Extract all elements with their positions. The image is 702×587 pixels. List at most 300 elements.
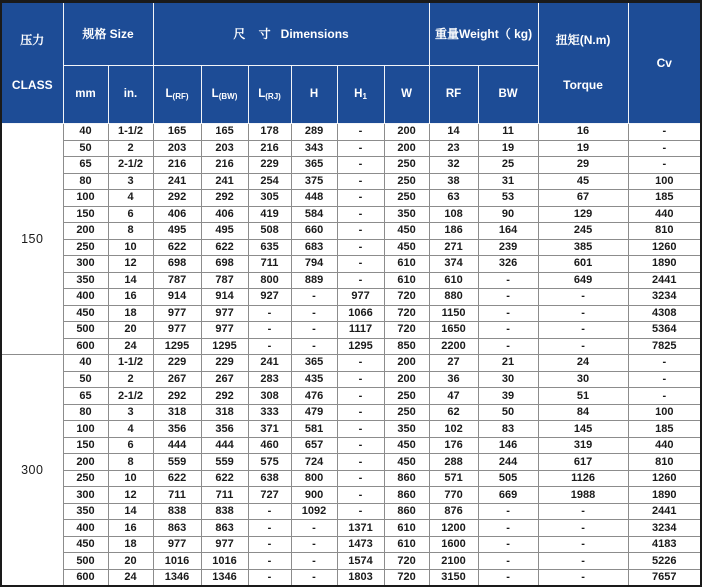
cell: - [628,371,701,388]
cell: 1016 [201,553,248,570]
cell: 62 [429,404,478,421]
cell: 610 [384,272,429,289]
cell: 65 [63,157,108,174]
table-row [1,272,701,289]
cell: 448 [291,190,337,207]
cell: 1890 [628,256,701,273]
cell: 319 [538,437,628,454]
class-label-300: 300 [1,355,63,586]
cell: 203 [153,140,201,157]
cell: 36 [429,371,478,388]
cell: 146 [478,437,538,454]
cell: 308 [248,388,291,405]
cell: - [538,322,628,339]
header-col-bw: BW [478,66,538,124]
cell: - [337,355,384,372]
cell: 559 [201,454,248,471]
cell: - [628,124,701,141]
cell: 65 [63,388,108,405]
cell: - [337,454,384,471]
cell: 250 [384,190,429,207]
cell: 6 [108,437,153,454]
cell: - [538,338,628,355]
cell: - [478,536,538,553]
cell: - [291,289,337,306]
cell: 185 [628,421,701,438]
cell: - [337,124,384,141]
cell: 39 [478,388,538,405]
cell: 7825 [628,338,701,355]
cell: 292 [153,388,201,405]
cell: 1150 [429,305,478,322]
cell: 575 [248,454,291,471]
cell: 794 [291,256,337,273]
cell: 185 [628,190,701,207]
cell: 371 [248,421,291,438]
cell: 770 [429,487,478,504]
cell: 1117 [337,322,384,339]
cell: 800 [291,470,337,487]
cell: 23 [429,140,478,157]
cell: 176 [429,437,478,454]
cell: 16 [108,289,153,306]
cell: 669 [478,487,538,504]
cell: 977 [153,305,201,322]
cell: - [628,140,701,157]
cell: - [291,553,337,570]
cell: 305 [248,190,291,207]
cell: 1200 [429,520,478,537]
header-col-lrf [153,66,201,124]
cell: 289 [291,124,337,141]
cell: 267 [153,371,201,388]
cell: - [248,553,291,570]
cell: - [248,322,291,339]
cell: 698 [153,256,201,273]
cell: 1092 [291,503,337,520]
cell: 6 [108,206,153,223]
dim-sub: 1 [362,92,367,102]
cell: 635 [248,239,291,256]
table-row [1,503,701,520]
cell: 3234 [628,289,701,306]
cell: 622 [201,239,248,256]
cell: - [337,388,384,405]
cell: 977 [201,322,248,339]
cell: 450 [63,536,108,553]
table-row [1,190,701,207]
dim-main: L [165,88,173,101]
cell: 165 [201,124,248,141]
cell: 1260 [628,470,701,487]
torque-en: Torque [563,78,603,92]
cell: 838 [201,503,248,520]
cell: 1346 [153,569,201,586]
cell: 5226 [628,553,701,570]
cell: 350 [63,272,108,289]
cell: 850 [384,338,429,355]
cell: 350 [63,503,108,520]
cell: - [291,338,337,355]
cell: 30 [538,371,628,388]
cell: 838 [153,503,201,520]
cell: 5364 [628,322,701,339]
cell: 1890 [628,487,701,504]
table-row [1,421,701,438]
cell: 450 [384,223,429,240]
cell: 800 [248,272,291,289]
dim-sub: (RJ) [265,92,281,102]
cell: 145 [538,421,628,438]
cell: 10 [108,239,153,256]
cell: 559 [153,454,201,471]
cell: - [337,404,384,421]
cell: 63 [429,190,478,207]
cell: - [538,289,628,306]
cell: 11 [478,124,538,141]
cell: 164 [478,223,538,240]
cell: 292 [201,388,248,405]
dim-sub: (BW) [218,92,238,102]
cell: 810 [628,454,701,471]
cell: - [337,140,384,157]
cell: 21 [478,355,538,372]
cell: 1-1/2 [108,355,153,372]
cell: - [337,239,384,256]
cell: 50 [63,371,108,388]
cell: 38 [429,173,478,190]
cell: 50 [63,140,108,157]
table-body [1,124,701,587]
cell: 365 [291,157,337,174]
cell: 787 [153,272,201,289]
table-row [1,404,701,421]
cell: 860 [384,503,429,520]
cell: - [538,536,628,553]
cell: 657 [291,437,337,454]
cell: 617 [538,454,628,471]
table-row [1,487,701,504]
cell: - [248,520,291,537]
cell: 419 [248,206,291,223]
cell: 914 [201,289,248,306]
table-row [1,157,701,174]
cell: 16 [108,520,153,537]
cell: - [337,190,384,207]
cell: - [478,289,538,306]
cell: 14 [108,272,153,289]
header-col-lrj [248,66,291,124]
cell: 2 [108,140,153,157]
cell: 724 [291,454,337,471]
cell: 24 [108,569,153,586]
cell: 3 [108,404,153,421]
cell: 365 [291,355,337,372]
cell: 720 [384,553,429,570]
cell: 622 [153,239,201,256]
cell: 318 [153,404,201,421]
cell: 216 [153,157,201,174]
cell: - [337,437,384,454]
header-group-row [1,2,701,66]
cell: 3234 [628,520,701,537]
cell: 100 [63,421,108,438]
cell: 440 [628,206,701,223]
cell: - [248,503,291,520]
dim-main: H [309,88,319,101]
header-weight-group: 重量Weight（ kg) [429,2,538,66]
cell: 14 [429,124,478,141]
cell: - [478,503,538,520]
cell: 80 [63,404,108,421]
header-col-lbw [201,66,248,124]
cell: 435 [291,371,337,388]
cell: 67 [538,190,628,207]
table-row [1,305,701,322]
cell: 1988 [538,487,628,504]
cell: - [478,553,538,570]
torque-cn: 扭矩(N.m) [555,33,611,47]
cell: - [337,157,384,174]
cell: - [337,421,384,438]
cell: 30 [478,371,538,388]
table-row [1,569,701,586]
cell: 622 [153,470,201,487]
cell: 254 [248,173,291,190]
cell: 1295 [153,338,201,355]
cell: 495 [153,223,201,240]
table-row [1,454,701,471]
table-header [1,2,701,124]
table-row [1,371,701,388]
dim-main: L [211,88,219,101]
cell: 1-1/2 [108,124,153,141]
cell: 10 [108,470,153,487]
cell: 698 [201,256,248,273]
cell: 450 [384,454,429,471]
cell: 350 [384,421,429,438]
cell: - [291,569,337,586]
cell: - [337,371,384,388]
cell: 863 [153,520,201,537]
cell: 584 [291,206,337,223]
cell: - [538,569,628,586]
cell: 40 [63,124,108,141]
cell: 300 [63,487,108,504]
table-row [1,256,701,273]
table-row [1,470,701,487]
cell: 2441 [628,272,701,289]
cell: 638 [248,470,291,487]
cell: 600 [63,338,108,355]
table-row [1,206,701,223]
cell: 47 [429,388,478,405]
cell: 720 [384,305,429,322]
cell: 2-1/2 [108,157,153,174]
cell: 84 [538,404,628,421]
cell: 250 [63,470,108,487]
cell: 216 [248,140,291,157]
header-cv: Cv [628,2,701,124]
cell: 292 [153,190,201,207]
cell: 720 [384,322,429,339]
cell: 601 [538,256,628,273]
cell: 1371 [337,520,384,537]
cell: 508 [248,223,291,240]
cell: - [538,305,628,322]
cell: - [337,223,384,240]
cell: 108 [429,206,478,223]
header-dimensions-group: 尺 寸 Dimensions [153,2,429,66]
cell: 711 [201,487,248,504]
cell: 2100 [429,553,478,570]
cell: 440 [628,437,701,454]
cell: 200 [63,454,108,471]
cell: 12 [108,487,153,504]
cell: 229 [153,355,201,372]
cell: 727 [248,487,291,504]
cell: 250 [384,157,429,174]
cell: 80 [63,173,108,190]
cell: 90 [478,206,538,223]
cell: - [478,305,538,322]
cell: 720 [384,289,429,306]
cell: 1295 [337,338,384,355]
cell: 356 [153,421,201,438]
cell: - [248,569,291,586]
cell: 600 [63,569,108,586]
cell: 876 [429,503,478,520]
cell: 3150 [429,569,478,586]
table-row [1,520,701,537]
cell: 683 [291,239,337,256]
cell: 8 [108,454,153,471]
cell: - [478,520,538,537]
cell: 102 [429,421,478,438]
cell: 186 [429,223,478,240]
table-row [1,355,701,372]
header-col-mm: mm [63,66,108,124]
cell: - [538,520,628,537]
cell: 271 [429,239,478,256]
cell: 505 [478,470,538,487]
cell: 375 [291,173,337,190]
cell: - [291,322,337,339]
cell: 45 [538,173,628,190]
table-row [1,140,701,157]
cell: 14 [108,503,153,520]
header-col-w [384,66,429,124]
cell: 241 [201,173,248,190]
table-row [1,322,701,339]
cell: 495 [201,223,248,240]
cell: - [628,355,701,372]
cell: 444 [153,437,201,454]
cell: - [248,536,291,553]
cell: 343 [291,140,337,157]
table-row [1,388,701,405]
cell: 4183 [628,536,701,553]
pressure-class-en: CLASS [11,78,53,92]
cell: 649 [538,272,628,289]
cell: 622 [201,470,248,487]
table-row [1,553,701,570]
cell: 20 [108,322,153,339]
cell: 2441 [628,503,701,520]
cell: 450 [63,305,108,322]
cell: 400 [63,289,108,306]
cell: 1260 [628,239,701,256]
cell: 2-1/2 [108,388,153,405]
cell: 711 [153,487,201,504]
cell: 374 [429,256,478,273]
cell: 977 [201,305,248,322]
cell: 1295 [201,338,248,355]
cell: 16 [538,124,628,141]
cell: 40 [63,355,108,372]
cell: 914 [153,289,201,306]
cell: 610 [384,520,429,537]
cell: 19 [538,140,628,157]
cell: 4 [108,421,153,438]
table-row [1,173,701,190]
cell: 100 [628,404,701,421]
cell: 977 [201,536,248,553]
cell: 7657 [628,569,701,586]
cell: 229 [201,355,248,372]
cell: 977 [337,289,384,306]
cell: 460 [248,437,291,454]
cell: 24 [538,355,628,372]
cell: 150 [63,437,108,454]
cell: 450 [384,437,429,454]
cell: 571 [429,470,478,487]
cell: 292 [201,190,248,207]
cell: - [337,173,384,190]
cell: 288 [429,454,478,471]
cell: - [337,487,384,504]
cell: 610 [384,536,429,553]
pressure-class-cn: 压力 [20,33,45,47]
cell: 100 [628,173,701,190]
cell: 787 [201,272,248,289]
cell: 3 [108,173,153,190]
cell: 581 [291,421,337,438]
cell: 810 [628,223,701,240]
cell: 53 [478,190,538,207]
cell: 300 [63,256,108,273]
table-row [1,536,701,553]
cell: 444 [201,437,248,454]
cell: 2 [108,371,153,388]
cell: 129 [538,206,628,223]
cell: 50 [478,404,538,421]
cell: 200 [384,355,429,372]
header-col-h [291,66,337,124]
cell: 250 [384,404,429,421]
header-torque [538,2,628,124]
dim-main: W [401,88,412,101]
cell: 32 [429,157,478,174]
cell: 12 [108,256,153,273]
cell: 977 [153,536,201,553]
cell: 610 [384,256,429,273]
cell: 250 [63,239,108,256]
cell: 406 [153,206,201,223]
cell: - [337,503,384,520]
table-row [1,124,701,141]
cell: 900 [291,487,337,504]
